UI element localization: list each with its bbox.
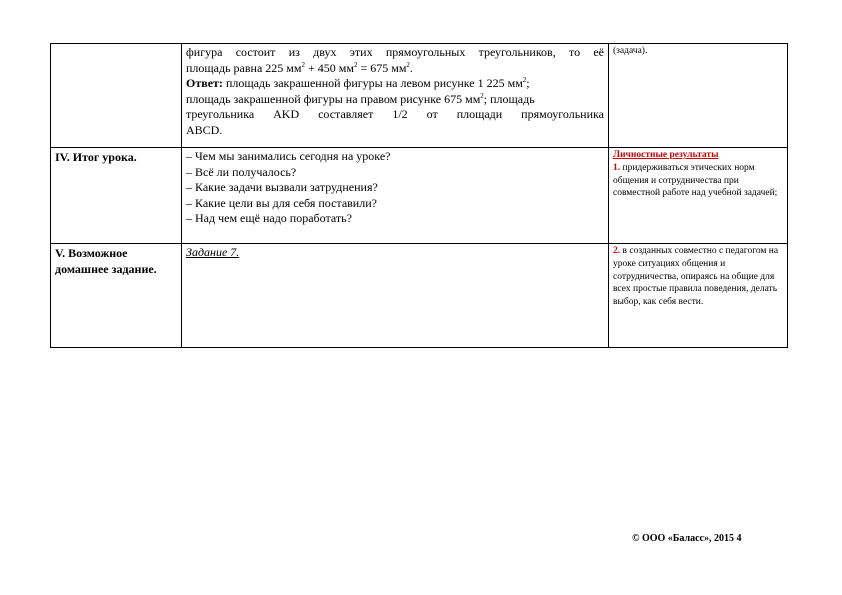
content-line: площадь закрашенной фигуры на правом рисунке 675 $мм^2$; площадь (186, 91, 535, 106)
lesson-plan-table (50, 43, 788, 348)
content-line: площадь равна 225 $мм^2 + 450$ $мм^2 = 675$ $мм^2$. (186, 60, 413, 75)
copyright-footer: © ООО «Баласс», 2015 4 (632, 533, 742, 544)
table-row (51, 148, 788, 244)
answer-line: Ответ: площадь закрашенной фигуры на левом рисунке 1 225 $мм^2$; (186, 76, 530, 90)
question-item: – Всё ли получалось? (186, 164, 297, 179)
question-item: – Над чем ещё надо поработать? (186, 211, 352, 225)
task-link: Задание 7. (186, 245, 240, 259)
questions-cell (182, 148, 609, 244)
note-text: 1. придерживаться этических норм общения и сотрудничества при совместной работе над учебной задачей; (613, 162, 778, 199)
note-cell (609, 148, 788, 244)
content-line: треугольника AKD составляет 1/2 от площади прямоугольника (186, 107, 604, 121)
stage-cell: V. Возможное домашнее задание. (51, 244, 182, 348)
table-row (51, 44, 788, 148)
note-cell (609, 244, 788, 348)
question-item: – Чем мы занимались сегодня на уроке? (186, 149, 391, 163)
content-line: фигура состоит из двух этих прямоугольных треугольников, то её (186, 45, 604, 59)
content-cell (182, 44, 609, 148)
table-row (51, 244, 788, 348)
personal-results-heading: Личностные результаты (613, 150, 719, 160)
content-line: ABCD. (186, 122, 223, 137)
answer-label: Ответ: (186, 76, 223, 90)
stage-cell: IV. Итог урока. (51, 148, 182, 244)
question-item: – Какие задачи вызвали затруднения? (186, 180, 378, 194)
note-text: 2. в созданных совместно с педагогом на уроке ситуациях общения и сотрудничества, опираясь на общие для всех простые правила поведения, делать выбор, как себя вести. (613, 246, 779, 308)
homework-cell (182, 244, 609, 348)
note-cell: (задача). (609, 44, 788, 148)
stage-cell (51, 44, 182, 148)
question-item: – Какие цели вы для себя поставили? (186, 195, 377, 210)
